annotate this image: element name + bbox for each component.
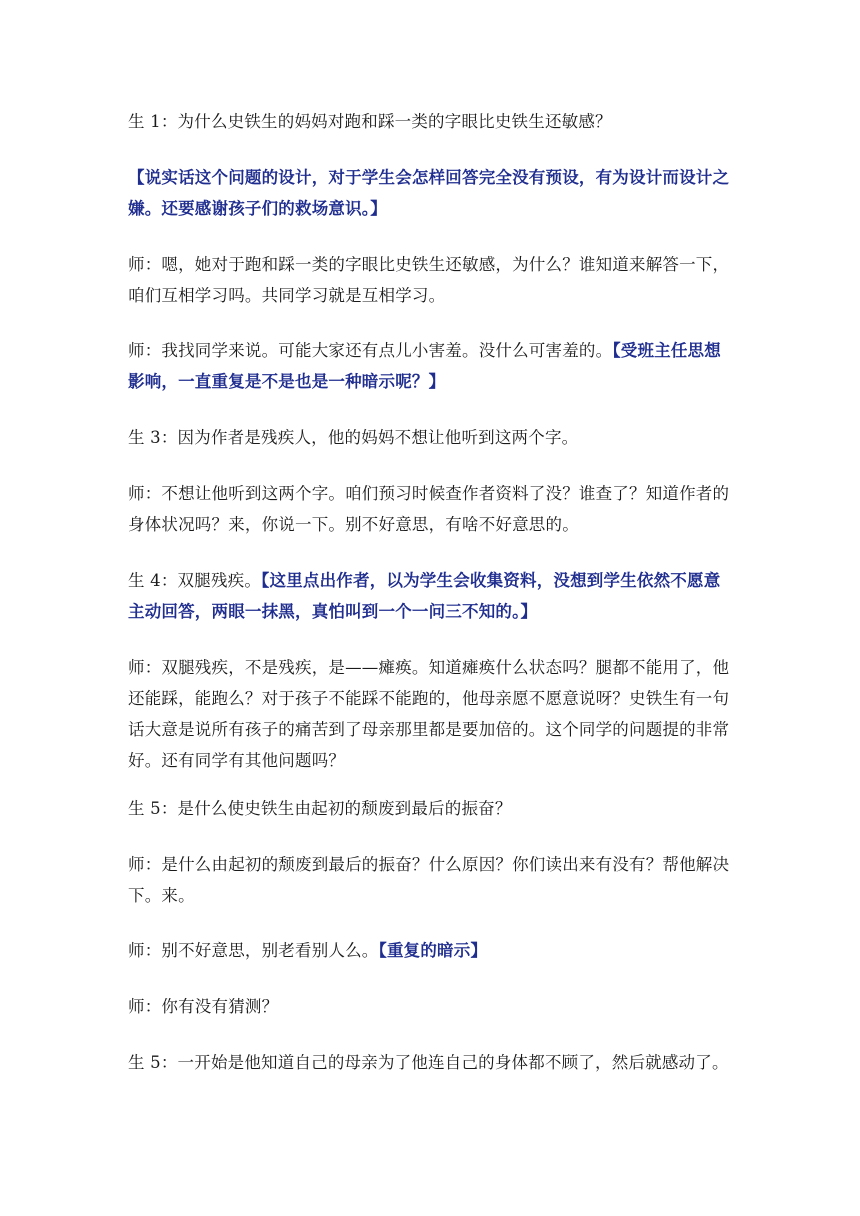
paragraph-teacher-call [128,335,732,397]
paragraph-student-4-answer [128,565,732,627]
annotation-note: 【说实话这个问题的设计，对于学生会怎样回答完全没有预设，有为设计而设计之嫌。还要感谢孩子们的救场意识。】 [128,168,730,218]
paragraph-student-3-answer [128,422,732,453]
paragraph-text: 师：我找同学来说。可能大家还有点儿小害羞。没什么可害羞的。 [128,341,613,360]
paragraph-student-5-question [128,793,732,824]
paragraph-text: 师：别不好意思，别老看别人么。 [128,941,379,960]
paragraph-teacher-explanation [128,652,732,776]
annotation-note: 【受班主任思想影响，一直重复是不是也是一种暗示呢？】 [128,341,721,391]
paragraph-text: 生 1：为什么史铁生的妈妈对跑和踩一类的字眼比史铁生还敏感？ [128,112,612,131]
paragraph-student-1-question [128,106,732,137]
paragraph-student-5-answer [128,1047,740,1078]
annotation-note: 【这里点出作者，以为学生会收集资料，没想到学生依然不愿意主动回答，两眼一抹黑，真怕叫到一个一问三不知的。】 [128,571,721,621]
paragraph-text: 生 5：一开始是他知道自己的母亲为了他连自己的身体都不顾了，然后就感动了。 [128,1053,729,1072]
paragraph-teacher-guess [128,991,732,1022]
paragraph-teacher-followup [128,478,732,540]
paragraph-text: 生 3：因为作者是残疾人，他的妈妈不想让他听到这两个字。 [128,428,579,447]
paragraph-text: 生 5：是什么使史铁生由起初的颓废到最后的振奋？ [128,799,512,818]
paragraph-text: 师：嗯，她对于跑和踩一类的字眼比史铁生还敏感，为什么？谁知道来解答一下，咱们互相学习吗。共同学习就是互相学习。 [128,255,730,305]
paragraph-text: 师：是什么由起初的颓废到最后的振奋？什么原因？你们读出来有没有？帮他解决下。来。 [128,855,730,905]
paragraph-text: 师：你有没有猜测？ [128,997,279,1016]
paragraph-text: 师：双腿残疾，不是残疾，是——瘫痪。知道瘫痪什么状态吗？腿都不能用了，他还能踩，能跑么？对于孩子不能踩不能跑的，他母亲愿不愿意说呀？史铁生有一句话大意是说所有孩子的痛苦到了母亲那里都是要加倍的。这个同学的问题提的非常好。还有同学有其他问题吗？ [128,658,730,770]
paragraph-teacher-annotation [128,162,732,224]
paragraph-text: 生 4：双腿残疾。 [128,571,262,590]
paragraph-teacher-prompt [128,849,732,911]
paragraph-teacher-encourage [128,935,732,966]
paragraph-text: 师：不想让他听到这两个字。咱们预习时候查作者资料了没？谁查了？知道作者的身体状况吗？来，你说一下。别不好意思，有啥不好意思的。 [128,484,730,534]
annotation-note: 【重复的暗示】 [378,941,488,960]
paragraph-teacher-response [128,249,732,311]
